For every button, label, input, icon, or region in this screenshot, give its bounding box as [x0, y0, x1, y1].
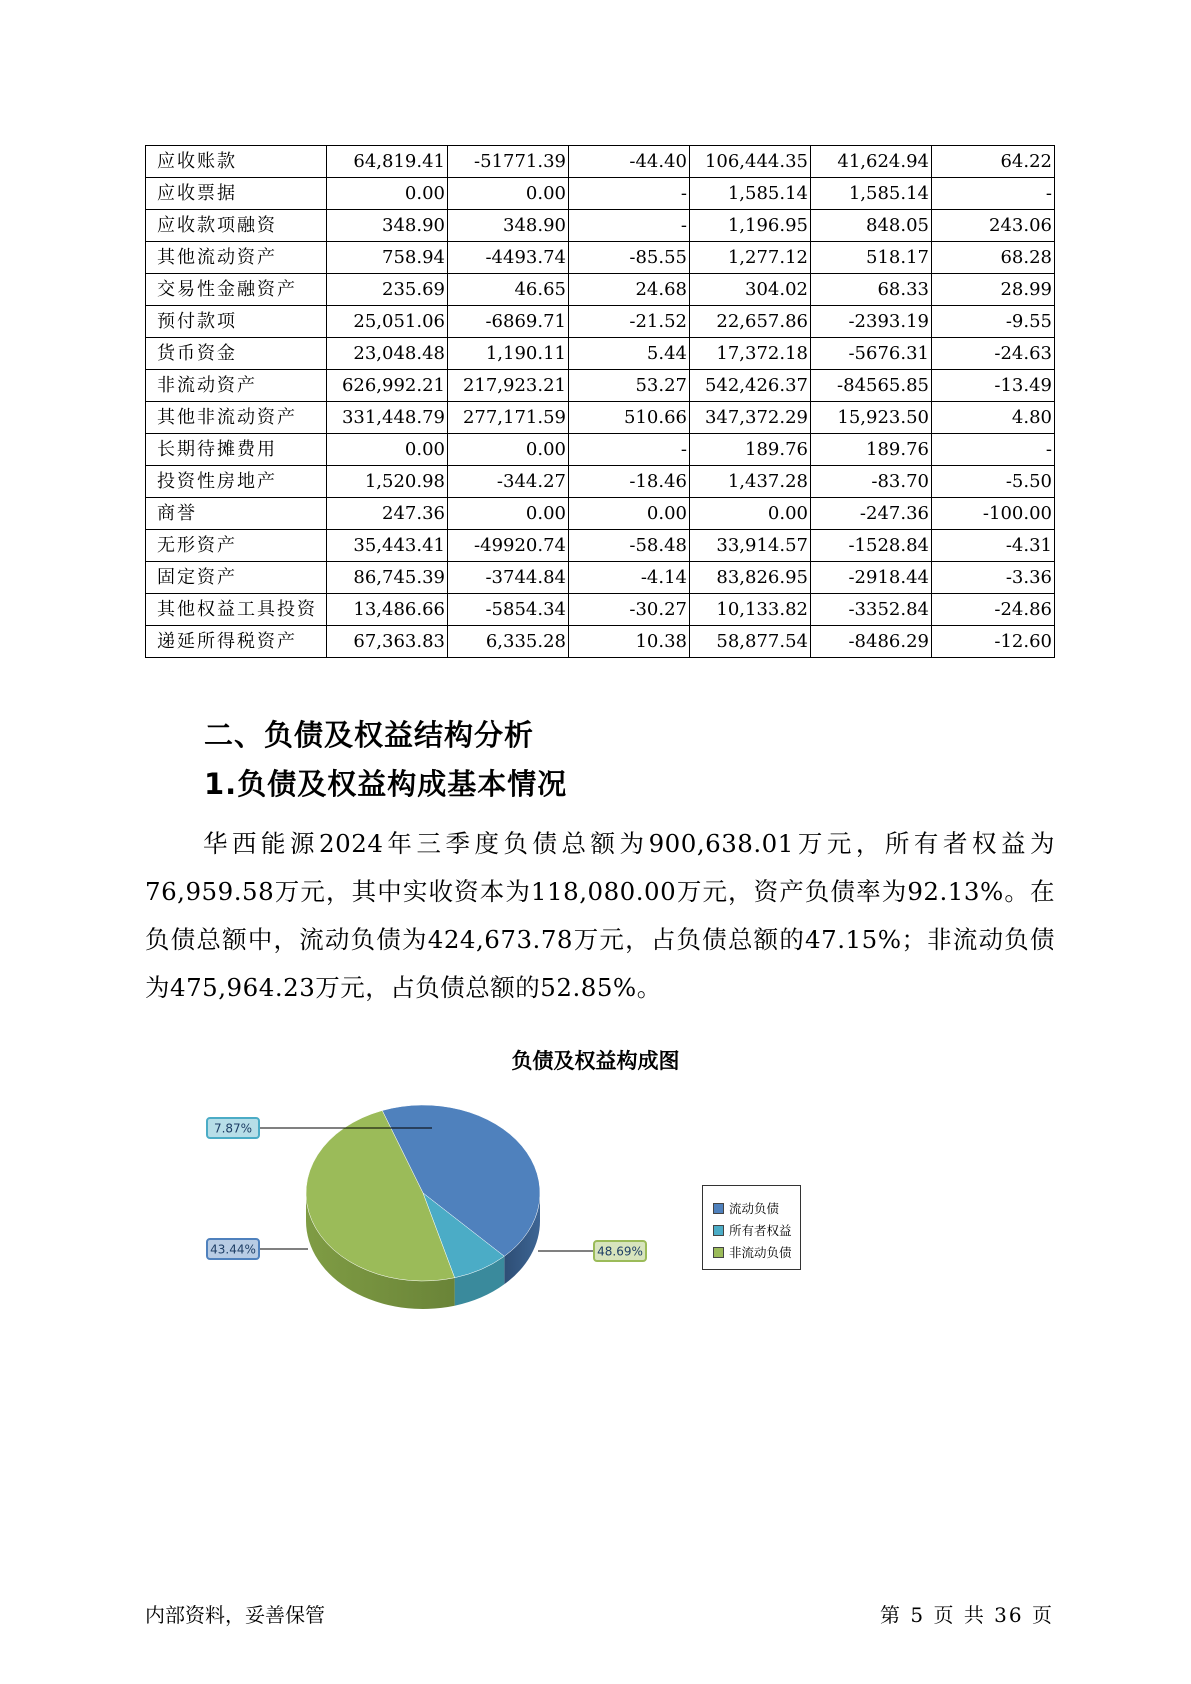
row-label-cell: 无形资产	[146, 530, 327, 562]
value-cell: -84565.85	[811, 370, 932, 402]
value-cell: 304.02	[690, 274, 811, 306]
value-cell: 86,745.39	[327, 562, 448, 594]
summary-paragraph: 华西能源2024年三季度负债总额为900,638.01万元，所有者权益为76,959.58万元，其中实收资本为118,080.00万元，资产负债率为92.13%。在负债总额中，流动负债为424,673.78万元，占负债总额的47.15%；非流动负债为475,964.23万元，占负债总额的52.85%。	[145, 829, 1055, 1002]
value-cell: -21.52	[569, 306, 690, 338]
value-cell: 247.36	[327, 498, 448, 530]
value-cell: 17,372.18	[690, 338, 811, 370]
value-cell: 1,190.11	[448, 338, 569, 370]
data-label: 43.44%	[210, 1242, 256, 1257]
value-cell: 0.00	[448, 498, 569, 530]
value-cell: -3744.84	[448, 562, 569, 594]
value-cell: -83.70	[811, 466, 932, 498]
row-label-cell: 应收账款	[146, 146, 327, 178]
value-cell: -4493.74	[448, 242, 569, 274]
value-cell: -1528.84	[811, 530, 932, 562]
value-cell: -	[569, 178, 690, 210]
value-cell: 68.28	[932, 242, 1055, 274]
value-cell: -85.55	[569, 242, 690, 274]
row-label-cell: 货币资金	[146, 338, 327, 370]
value-cell: 243.06	[932, 210, 1055, 242]
value-cell: 5.44	[569, 338, 690, 370]
value-cell: 347,372.29	[690, 402, 811, 434]
row-label-cell: 商誉	[146, 498, 327, 530]
value-cell: 0.00	[327, 178, 448, 210]
row-label-cell: 固定资产	[146, 562, 327, 594]
value-cell: -247.36	[811, 498, 932, 530]
value-cell: 4.80	[932, 402, 1055, 434]
value-cell: 0.00	[569, 498, 690, 530]
legend-item	[713, 1197, 800, 1219]
value-cell: 28.99	[932, 274, 1055, 306]
data-label: 7.87%	[213, 1121, 253, 1136]
value-cell: -24.63	[932, 338, 1055, 370]
value-cell: 331,448.79	[327, 402, 448, 434]
row-label-cell: 投资性房地产	[146, 466, 327, 498]
legend-swatch	[713, 1203, 724, 1214]
legend-label: 所有者权益	[729, 1223, 792, 1238]
value-cell: 0.00	[448, 178, 569, 210]
value-cell: -24.86	[932, 594, 1055, 626]
value-cell: 53.27	[569, 370, 690, 402]
value-cell: 848.05	[811, 210, 932, 242]
value-cell: 15,923.50	[811, 402, 932, 434]
value-cell: -5.50	[932, 466, 1055, 498]
value-cell: 46.65	[448, 274, 569, 306]
row-label-cell: 应收票据	[146, 178, 327, 210]
value-cell: -4.31	[932, 530, 1055, 562]
value-cell: 106,444.35	[690, 146, 811, 178]
row-label-cell: 预付款项	[146, 306, 327, 338]
value-cell: 33,914.57	[690, 530, 811, 562]
footer-confidential-note: 内部资料，妥善保管	[145, 1603, 325, 1627]
value-cell: -58.48	[569, 530, 690, 562]
value-cell: 13,486.66	[327, 594, 448, 626]
value-cell: 23,048.48	[327, 338, 448, 370]
row-label-cell: 交易性金融资产	[146, 274, 327, 306]
value-cell: 68.33	[811, 274, 932, 306]
value-cell: 1,520.98	[327, 466, 448, 498]
footer-page-number: 第 5 页 共 36 页	[880, 1603, 1054, 1627]
value-cell: 58,877.54	[690, 626, 811, 658]
row-label-cell: 其他非流动资产	[146, 402, 327, 434]
value-cell: -100.00	[932, 498, 1055, 530]
value-cell: 25,051.06	[327, 306, 448, 338]
value-cell: 1,585.14	[811, 178, 932, 210]
value-cell: 235.69	[327, 274, 448, 306]
data-label: 48.69%	[597, 1244, 643, 1259]
value-cell: -5854.34	[448, 594, 569, 626]
row-label-cell: 长期待摊费用	[146, 434, 327, 466]
value-cell: -3.36	[932, 562, 1055, 594]
legend-label: 非流动负债	[729, 1245, 792, 1260]
value-cell: -30.27	[569, 594, 690, 626]
chart-title: 负债及权益构成图	[511, 1049, 680, 1073]
value-cell: -344.27	[448, 466, 569, 498]
value-cell: -	[569, 210, 690, 242]
value-cell: -2393.19	[811, 306, 932, 338]
value-cell: -	[932, 178, 1055, 210]
value-cell: 217,923.21	[448, 370, 569, 402]
row-label-cell: 非流动资产	[146, 370, 327, 402]
legend-item	[713, 1219, 800, 1241]
value-cell: 67,363.83	[327, 626, 448, 658]
value-cell: 348.90	[327, 210, 448, 242]
row-label-cell: 应收款项融资	[146, 210, 327, 242]
value-cell: 0.00	[327, 434, 448, 466]
row-label-cell: 其他权益工具投资	[146, 594, 327, 626]
legend-item	[713, 1241, 800, 1263]
value-cell: 6,335.28	[448, 626, 569, 658]
value-cell: 10.38	[569, 626, 690, 658]
value-cell: 1,196.95	[690, 210, 811, 242]
value-cell: -44.40	[569, 146, 690, 178]
value-cell: 518.17	[811, 242, 932, 274]
value-cell: -13.49	[932, 370, 1055, 402]
row-label-cell: 其他流动资产	[146, 242, 327, 274]
chart-legend	[702, 1185, 801, 1270]
value-cell: 758.94	[327, 242, 448, 274]
value-cell: 83,826.95	[690, 562, 811, 594]
value-cell: 542,426.37	[690, 370, 811, 402]
value-cell: 277,171.59	[448, 402, 569, 434]
value-cell: -3352.84	[811, 594, 932, 626]
value-cell: 10,133.82	[690, 594, 811, 626]
value-cell: 0.00	[448, 434, 569, 466]
value-cell: -12.60	[932, 626, 1055, 658]
section-subheading: 1.负债及权益构成基本情况	[204, 767, 568, 801]
section-heading: 二、负债及权益结构分析	[204, 718, 535, 752]
value-cell: -18.46	[569, 466, 690, 498]
value-cell: 1,437.28	[690, 466, 811, 498]
value-cell: 1,277.12	[690, 242, 811, 274]
value-cell: 64,819.41	[327, 146, 448, 178]
value-cell: 64.22	[932, 146, 1055, 178]
value-cell: -51771.39	[448, 146, 569, 178]
value-cell: 1,585.14	[690, 178, 811, 210]
value-cell: -	[569, 434, 690, 466]
value-cell: 626,992.21	[327, 370, 448, 402]
value-cell: 35,443.41	[327, 530, 448, 562]
legend-swatch	[713, 1247, 724, 1258]
value-cell: 0.00	[690, 498, 811, 530]
legend-swatch	[713, 1225, 724, 1236]
value-cell: 22,657.86	[690, 306, 811, 338]
value-cell: -6869.71	[448, 306, 569, 338]
value-cell: 348.90	[448, 210, 569, 242]
value-cell: -	[932, 434, 1055, 466]
value-cell: -49920.74	[448, 530, 569, 562]
legend-label: 流动负债	[729, 1201, 780, 1216]
value-cell: 189.76	[690, 434, 811, 466]
value-cell: 41,624.94	[811, 146, 932, 178]
value-cell: 510.66	[569, 402, 690, 434]
value-cell: -9.55	[932, 306, 1055, 338]
value-cell: -5676.31	[811, 338, 932, 370]
value-cell: -4.14	[569, 562, 690, 594]
value-cell: -2918.44	[811, 562, 932, 594]
value-cell: 24.68	[569, 274, 690, 306]
value-cell: -8486.29	[811, 626, 932, 658]
value-cell: 189.76	[811, 434, 932, 466]
row-label-cell: 递延所得税资产	[146, 626, 327, 658]
